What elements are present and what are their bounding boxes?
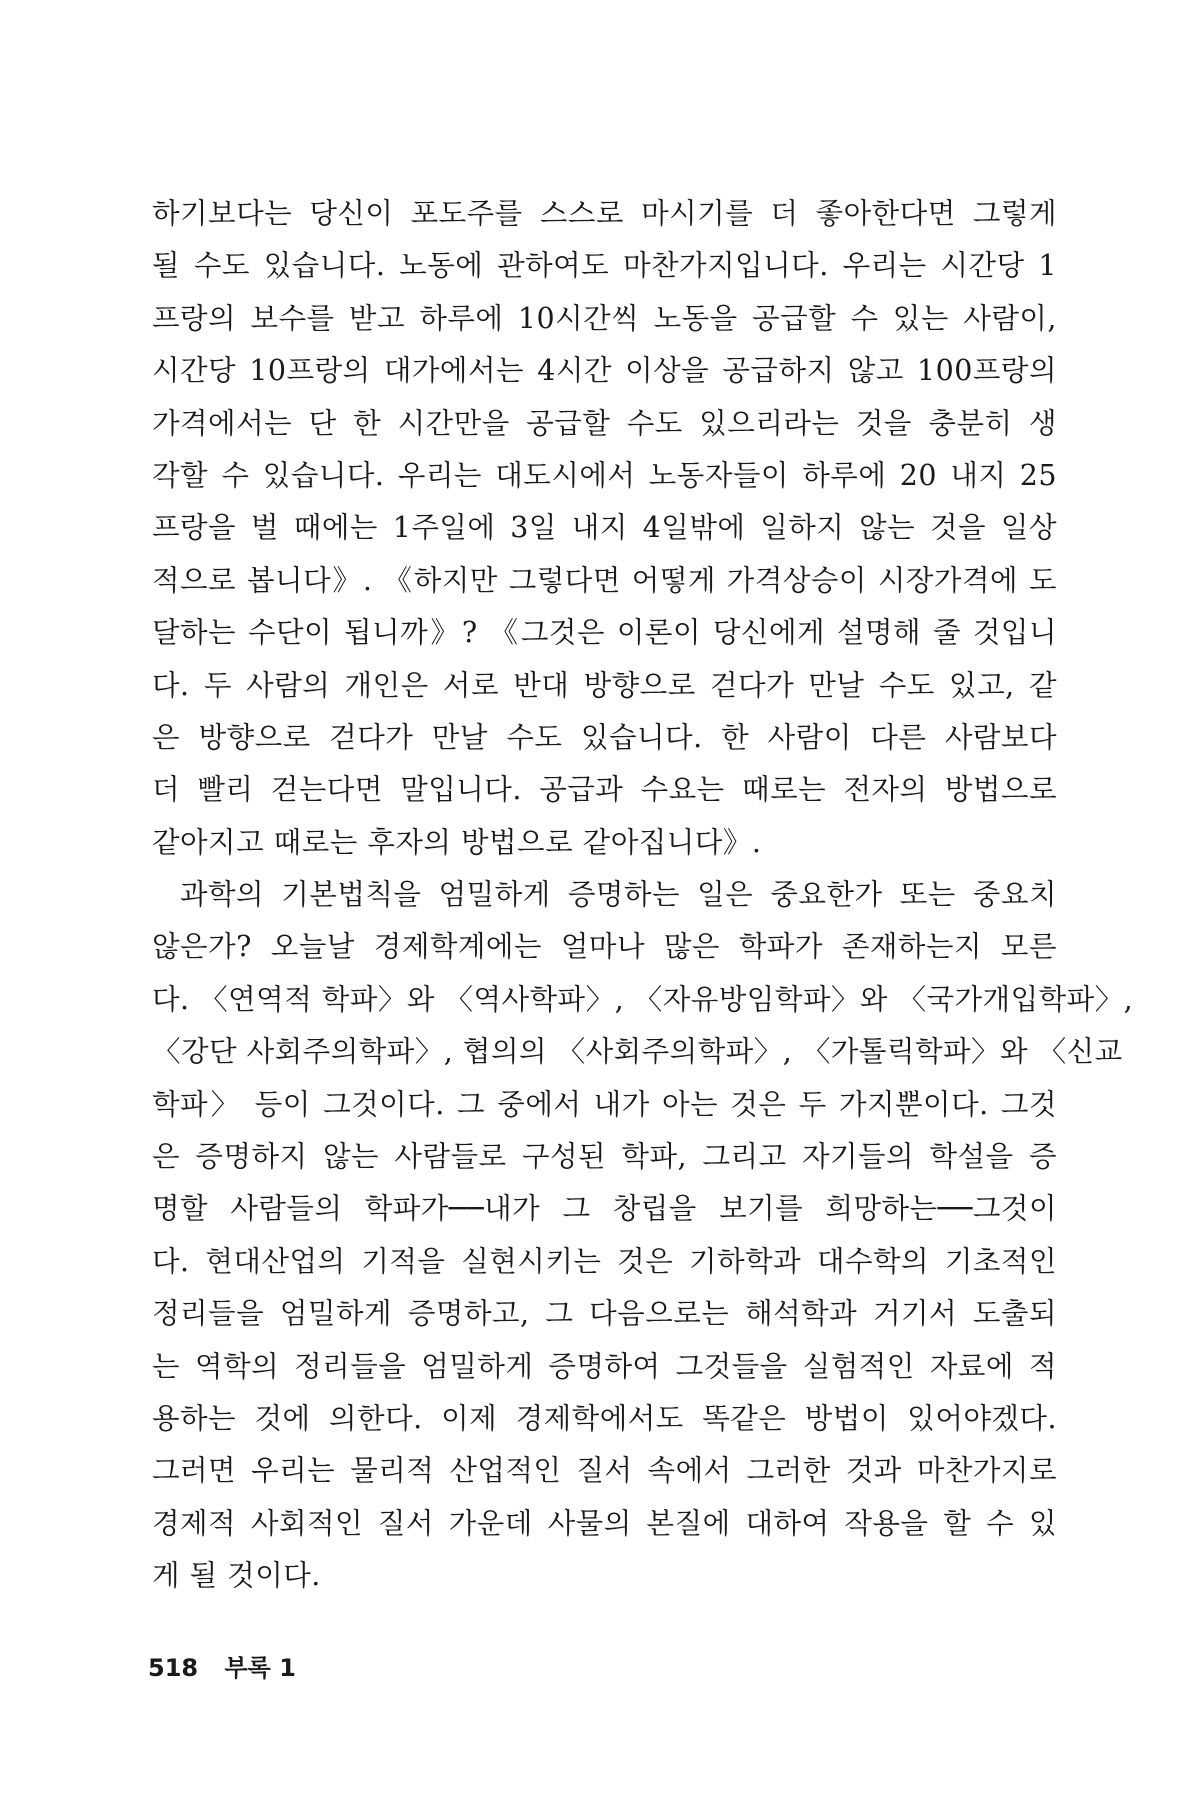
text-line: 용하는 것에 의한다. 이제 경제학에서도 똑같은 방법이 있어야겠다. — [152, 1401, 1057, 1435]
text-line: 다. 현대산업의 기적을 실현시키는 것은 기하학과 대수학의 기초적인 — [152, 1244, 1057, 1278]
text-line: 〈강단 사회주의학파〉, 협의의 〈사회주의학파〉, 〈가톨릭학파〉와 〈신교 — [152, 1035, 1123, 1069]
text-line: 더 빨리 걷는다면 말입니다. 공급과 수요는 때로는 전자의 방법으로 — [152, 773, 1057, 807]
text-line: 경제적 사회적인 질서 가운데 사물의 본질에 대하여 작용을 할 수 있 — [152, 1506, 1057, 1540]
text-line: 은 방향으로 걷다가 만날 수도 있습니다. 한 사람이 다른 사람보다 — [152, 720, 1057, 754]
text-line: 같아지고 때로는 후자의 방법으로 같아집니다》. — [152, 825, 762, 859]
body-text — [152, 188, 1134, 1603]
text-line: 가격에서는 단 한 시간만을 공급할 수도 있으리라는 것을 충분히 생 — [152, 406, 1057, 440]
text-line: 될 수도 있습니다. 노동에 관하여도 마찬가지입니다. 우리는 시간당 1 — [152, 249, 1057, 283]
text-line: 과학의 기본법칙을 엄밀하게 증명하는 일은 중요한가 또는 중요치 — [180, 878, 1057, 912]
text-line: 각할 수 있습니다. 우리는 대도시에서 노동자들이 하루에 20 내지 25 — [152, 458, 1057, 492]
text-line: 정리들을 엄밀하게 증명하고, 그 다음으로는 해석학과 거기서 도출되 — [152, 1297, 1057, 1331]
text-line: 그러면 우리는 물리적 산업적인 질서 속에서 그러한 것과 마찬가지로 — [152, 1454, 1057, 1488]
page-number: 518 — [148, 1654, 199, 1682]
text-line: 시간당 10프랑의 대가에서는 4시간 이상을 공급하지 않고 100프랑의 — [152, 354, 1057, 388]
paragraph-1 — [152, 188, 1057, 869]
page-footer — [148, 1648, 296, 1683]
text-line: 하기보다는 당신이 포도주를 스스로 마시기를 더 좋아한다면 그렇게 — [152, 197, 1057, 230]
text-line: 는 역학의 정리들을 엄밀하게 증명하여 그것들을 실험적인 자료에 적 — [152, 1349, 1057, 1383]
text-line: 명할 사람들의 학파가──내가 그 창립을 보기를 희망하는──그것이 — [152, 1192, 1057, 1226]
text-line: 프랑을 벌 때에는 1주일에 3일 내지 4일밖에 일하지 않는 것을 일상 — [152, 511, 1057, 545]
text-line: 다. 〈연역적 학파〉와 〈역사학파〉, 〈자유방임학파〉와 〈국가개입학파〉, — [152, 982, 1134, 1016]
text-line: 않은가? 오늘날 경제학계에는 얼마나 많은 학파가 존재하는지 모른 — [152, 930, 1057, 964]
text-line: 적으로 봅니다》. 《하지만 그렇다면 어떻게 가격상승이 시장가격에 도 — [152, 563, 1057, 597]
section-title: 부록 1 — [224, 1654, 296, 1682]
text-line: 프랑의 보수를 받고 하루에 10시간씩 노동을 공급할 수 있는 사람이, — [152, 301, 1057, 335]
text-line: 게 될 것이다. — [152, 1559, 321, 1593]
text-line: 은 증명하지 않는 사람들로 구성된 학파, 그리고 자기들의 학설을 증 — [152, 1140, 1057, 1174]
text-line: 달하는 수단이 됩니까》? 《그것은 이론이 당신에게 설명해 줄 것입니 — [152, 616, 1057, 650]
text-line: 다. 두 사람의 개인은 서로 반대 방향으로 걷다가 만날 수도 있고, 같 — [152, 668, 1057, 702]
paragraph-2 — [152, 869, 1134, 1602]
text-line: 학파〉 등이 그것이다. 그 중에서 내가 아는 것은 두 가지뿐이다. 그것 — [152, 1087, 1057, 1121]
